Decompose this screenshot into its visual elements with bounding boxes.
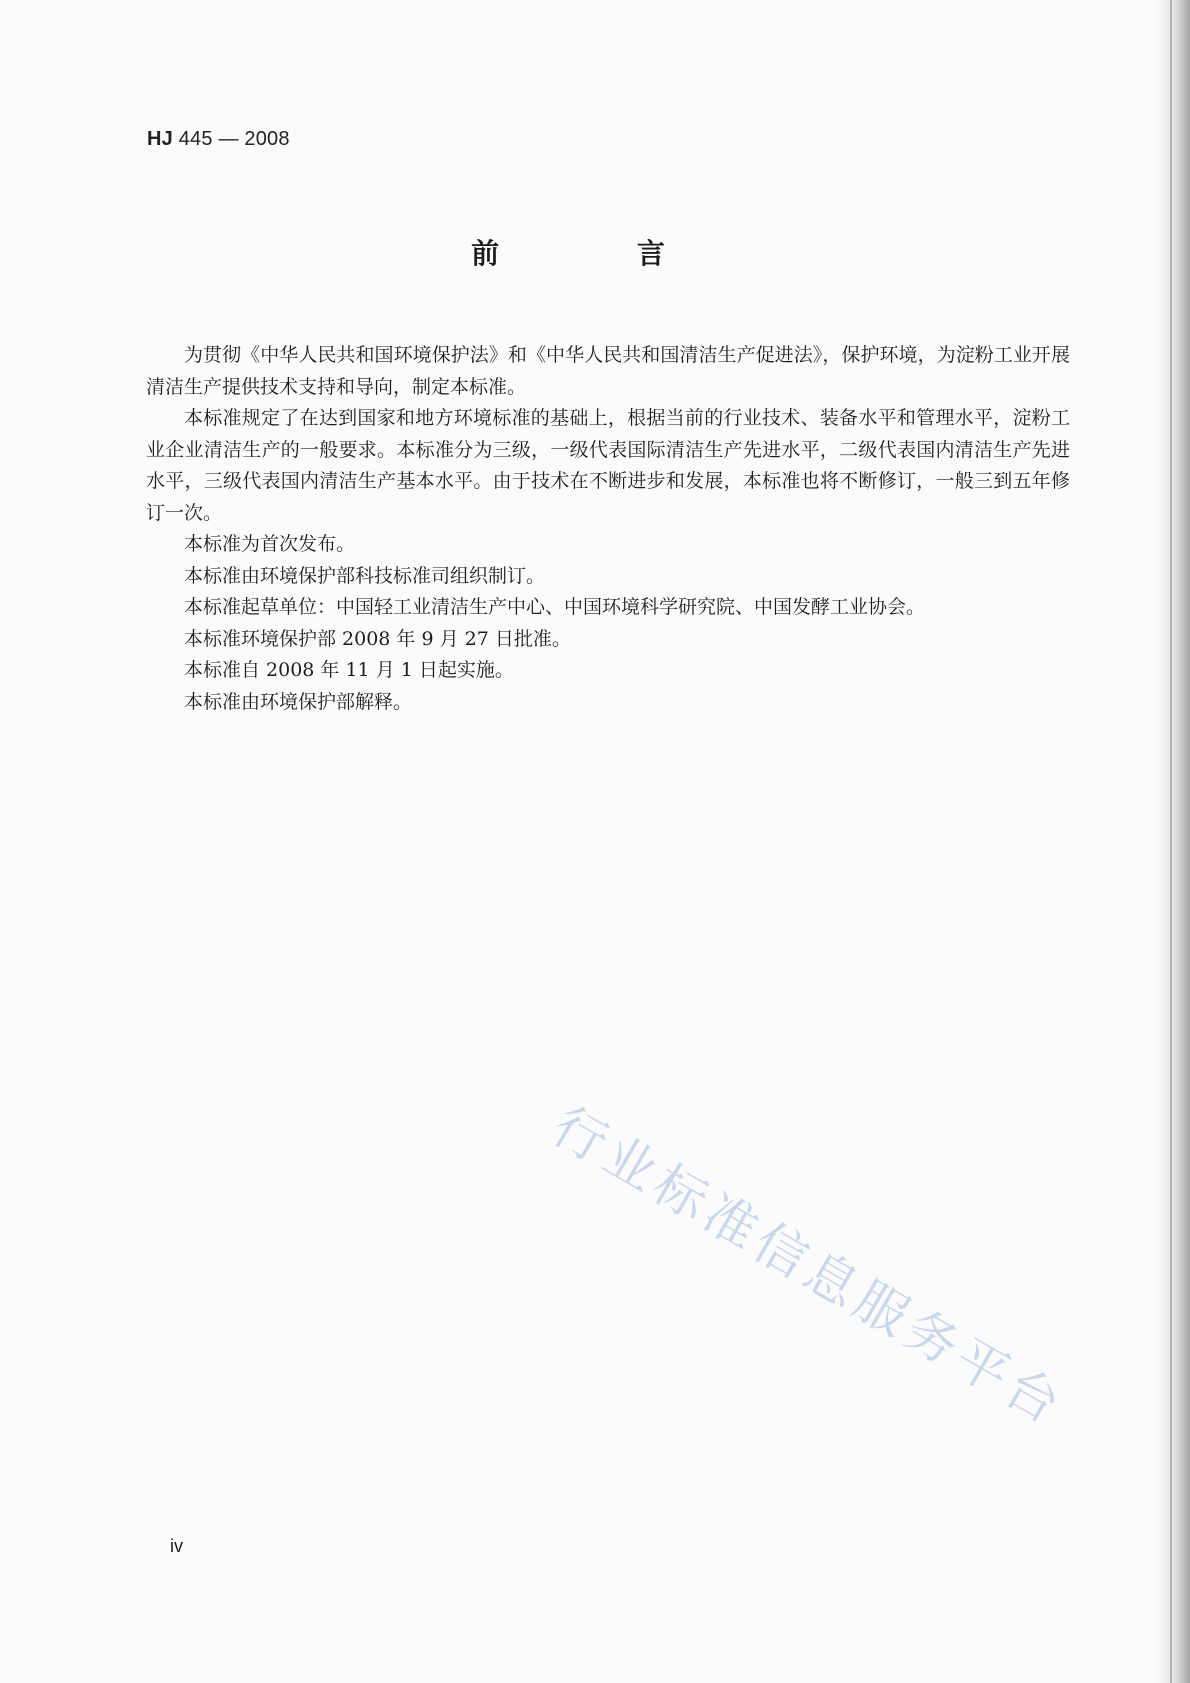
paragraph-purpose: 为贯彻《中华人民共和国环境保护法》和《中华人民共和国清洁生产促进法》，保护环境，为淀粉工业开展清洁生产提供技术支持和导向，制定本标准。 xyxy=(146,344,1070,398)
paragraph-scope: 本标准规定了在达到国家和地方环境标准的基础上，根据当前的行业技术、装备水平和管理水平，淀粉工业企业清洁生产的一般要求。本标准分为三级，一级代表国际清洁生产先进水平，二级代表国内清洁生产先进水平，三级代表国内清洁生产基本水平。由于技术在不断进步和发展，本标准也将不断修订，一般三到五年修订一次。 xyxy=(146,407,1070,524)
paragraph-drafting-units: 本标准起草单位：中国轻工业清洁生产中心、中国环境科学研究院、中国发酵工业协会。 xyxy=(184,596,926,618)
paragraph-effective-date: 本标准自 2008 年 11 月 1 日起实施。 xyxy=(184,659,514,681)
standard-code-number: 445 — 2008 xyxy=(172,128,290,150)
scan-edge-shadow xyxy=(1156,0,1190,1683)
paragraph-interpretation: 本标准由环境保护部解释。 xyxy=(184,690,413,713)
paragraph-first-release: 本标准为首次发布。 xyxy=(184,533,356,555)
standard-code xyxy=(147,128,290,151)
foreword-body xyxy=(146,340,1070,718)
paragraph-organizer: 本标准由环境保护部科技标准司组织制订。 xyxy=(184,564,546,587)
paragraph-approval-date: 本标准环境保护部 2008 年 9 月 27 日批准。 xyxy=(184,627,571,650)
page-number: iv xyxy=(170,1536,183,1556)
watermark-text: 行业标准信息服务平台 xyxy=(542,1096,1075,1439)
scan-edge-line xyxy=(1170,0,1172,1683)
page-title: 前 言 xyxy=(471,237,729,270)
standard-code-prefix: HJ xyxy=(147,128,173,150)
